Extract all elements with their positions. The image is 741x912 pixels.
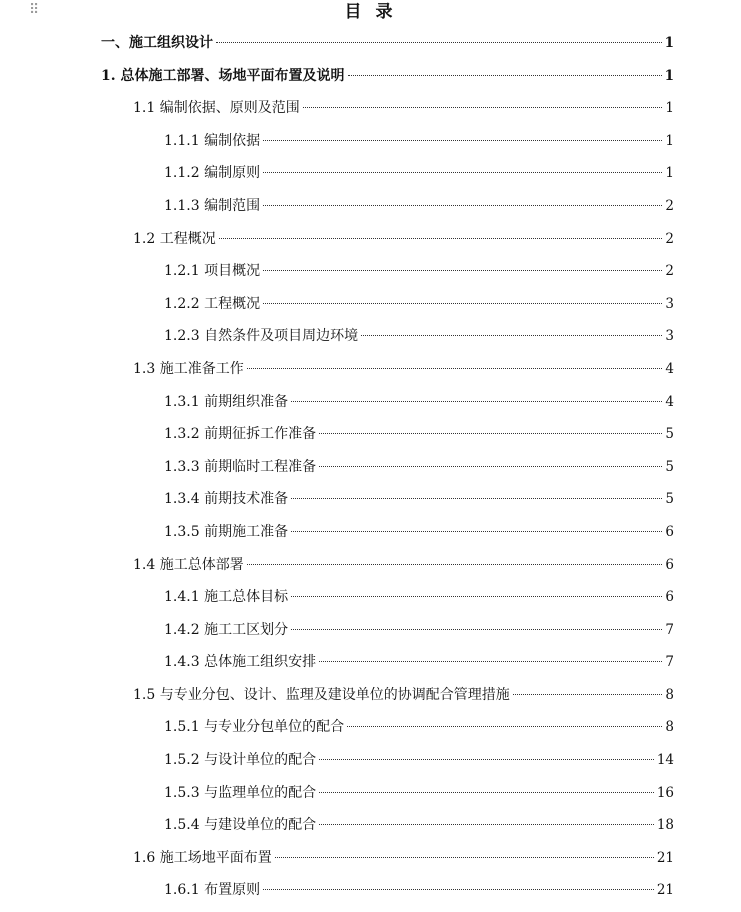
- toc-entry[interactable]: [0, 288, 741, 321]
- toc-dot-leader: [219, 238, 663, 239]
- toc-entry[interactable]: [0, 353, 741, 386]
- toc-entry-label: 1.6.1 布置原则: [164, 882, 261, 899]
- toc-entry-label: 1.3 施工准备工作: [133, 360, 244, 377]
- toc-page-number: 21: [656, 849, 674, 866]
- toc-list: [0, 27, 741, 907]
- toc-page-number: 1: [664, 35, 674, 51]
- toc-entry[interactable]: [0, 125, 741, 158]
- toc-page-number: 1: [665, 100, 674, 117]
- toc-entry-label: 1.1.3 编制范围: [164, 197, 261, 214]
- toc-dot-leader: [263, 172, 662, 173]
- toc-entry[interactable]: [0, 549, 741, 582]
- toc-page-number: 2: [665, 197, 674, 214]
- toc-entry-label: 1.5.4 与建设单位的配合: [164, 817, 317, 834]
- toc-entry-label: 1.2.2 工程概况: [164, 295, 261, 312]
- toc-page-number: 5: [665, 491, 674, 508]
- toc-dot-leader: [303, 107, 663, 108]
- toc-entry-label: 1.3.1 前期组织准备: [164, 393, 289, 410]
- toc-dot-leader: [263, 889, 654, 890]
- toc-entry-label: 1.3.5 前期施工准备: [164, 523, 289, 540]
- toc-page-number: 6: [665, 556, 674, 573]
- toc-entry[interactable]: [0, 92, 741, 125]
- toc-page-number: 4: [665, 393, 674, 410]
- toc-entry[interactable]: [0, 777, 741, 810]
- toc-page-number: 8: [665, 686, 674, 703]
- toc-entry-label: 1.1.2 编制原则: [164, 165, 261, 182]
- toc-dot-leader: [319, 792, 654, 793]
- toc-entry[interactable]: [0, 418, 741, 451]
- toc-page-number: 6: [665, 589, 674, 606]
- toc-dot-leader: [291, 498, 662, 499]
- toc-page-number: 14: [656, 752, 674, 769]
- toc-entry[interactable]: [0, 60, 741, 93]
- toc-page-number: 1: [665, 132, 674, 149]
- toc-page-number: 2: [665, 230, 674, 247]
- toc-entry[interactable]: [0, 190, 741, 223]
- toc-entry[interactable]: [0, 809, 741, 842]
- toc-entry-label: 1.1 编制依据、原则及范围: [133, 100, 300, 117]
- toc-page-number: 1: [665, 165, 674, 182]
- toc-dot-leader: [263, 205, 662, 206]
- toc-entry-label: 1.5.3 与监理单位的配合: [164, 784, 317, 801]
- toc-entry-label: 1.3.4 前期技术准备: [164, 491, 289, 508]
- toc-dot-leader: [291, 629, 662, 630]
- toc-page-number: 1: [664, 67, 674, 84]
- toc-dot-leader: [291, 531, 662, 532]
- toc-entry[interactable]: [0, 614, 741, 647]
- toc-dot-leader: [319, 661, 662, 662]
- toc-entry[interactable]: [0, 679, 741, 712]
- toc-dot-leader: [291, 596, 662, 597]
- toc-dot-leader: [291, 401, 662, 402]
- toc-entry[interactable]: [0, 711, 741, 744]
- toc-entry-label: 1.1.1 编制依据: [164, 132, 261, 149]
- toc-page-number: 8: [665, 719, 674, 736]
- toc-page-number: 7: [665, 654, 674, 671]
- toc-dot-leader: [275, 857, 654, 858]
- toc-dot-leader: [216, 42, 662, 43]
- toc-title: 目 录: [344, 2, 397, 22]
- toc-entry-label: 1.2.3 自然条件及项目周边环境: [164, 328, 359, 345]
- toc-page-number: 16: [656, 784, 674, 801]
- toc-entry[interactable]: [0, 223, 741, 256]
- toc-entry[interactable]: [0, 255, 741, 288]
- toc-entry-label: 1.5 与专业分包、设计、监理及建设单位的协调配合管理措施: [133, 686, 510, 703]
- drag-handle-icon[interactable]: ⠿: [29, 2, 39, 18]
- toc-entry[interactable]: [0, 581, 741, 614]
- toc-entry-label: 1.5.2 与设计单位的配合: [164, 752, 317, 769]
- toc-dot-leader: [263, 270, 662, 271]
- toc-dot-leader: [347, 726, 662, 727]
- toc-page-number: 3: [665, 328, 674, 345]
- toc-dot-leader: [263, 303, 662, 304]
- toc-page-number: 6: [665, 523, 674, 540]
- toc-page-number: 18: [656, 817, 674, 834]
- toc-entry-label: 1.3.2 前期征拆工作准备: [164, 426, 317, 443]
- toc-entry-label: 1.3.3 前期临时工程准备: [164, 458, 317, 475]
- toc-entry[interactable]: [0, 157, 741, 190]
- toc-dot-leader: [348, 75, 662, 76]
- toc-dot-leader: [319, 466, 662, 467]
- toc-dot-leader: [263, 140, 662, 141]
- toc-entry[interactable]: [0, 320, 741, 353]
- toc-entry[interactable]: [0, 842, 741, 875]
- toc-entry[interactable]: [0, 744, 741, 777]
- toc-entry-label: 1.4.2 施工工区划分: [164, 621, 289, 638]
- toc-dot-leader: [319, 433, 662, 434]
- toc-page-number: 21: [656, 882, 674, 899]
- toc-page-number: 4: [665, 360, 674, 377]
- toc-entry[interactable]: [0, 646, 741, 679]
- toc-entry-label: 1.2 工程概况: [133, 230, 216, 247]
- toc-dot-leader: [361, 335, 662, 336]
- toc-entry[interactable]: [0, 516, 741, 549]
- toc-entry-label: 1.4.3 总体施工组织安排: [164, 654, 317, 671]
- toc-entry[interactable]: [0, 874, 741, 907]
- toc-entry-label: 一、施工组织设计: [101, 35, 213, 51]
- toc-entry-label: 1.2.1 项目概况: [164, 263, 261, 280]
- toc-page-number: 7: [665, 621, 674, 638]
- toc-entry[interactable]: [0, 451, 741, 484]
- toc-page-number: 3: [665, 295, 674, 312]
- toc-entry[interactable]: [0, 27, 741, 60]
- toc-page-number: 2: [665, 263, 674, 280]
- toc-entry-label: 1.4 施工总体部署: [133, 556, 244, 573]
- toc-page-number: 5: [665, 426, 674, 443]
- toc-entry[interactable]: [0, 386, 741, 419]
- toc-entry-label: 1. 总体施工部署、场地平面布置及说明: [101, 67, 345, 84]
- toc-entry-label: 1.5.1 与专业分包单位的配合: [164, 719, 345, 736]
- toc-dot-leader: [247, 368, 663, 369]
- toc-entry[interactable]: [0, 483, 741, 516]
- toc-dot-leader: [319, 759, 654, 760]
- toc-page-number: 5: [665, 458, 674, 475]
- toc-entry-label: 1.4.1 施工总体目标: [164, 589, 289, 606]
- toc-dot-leader: [247, 564, 663, 565]
- toc-dot-leader: [513, 694, 663, 695]
- toc-dot-leader: [319, 824, 654, 825]
- toc-entry-label: 1.6 施工场地平面布置: [133, 849, 272, 866]
